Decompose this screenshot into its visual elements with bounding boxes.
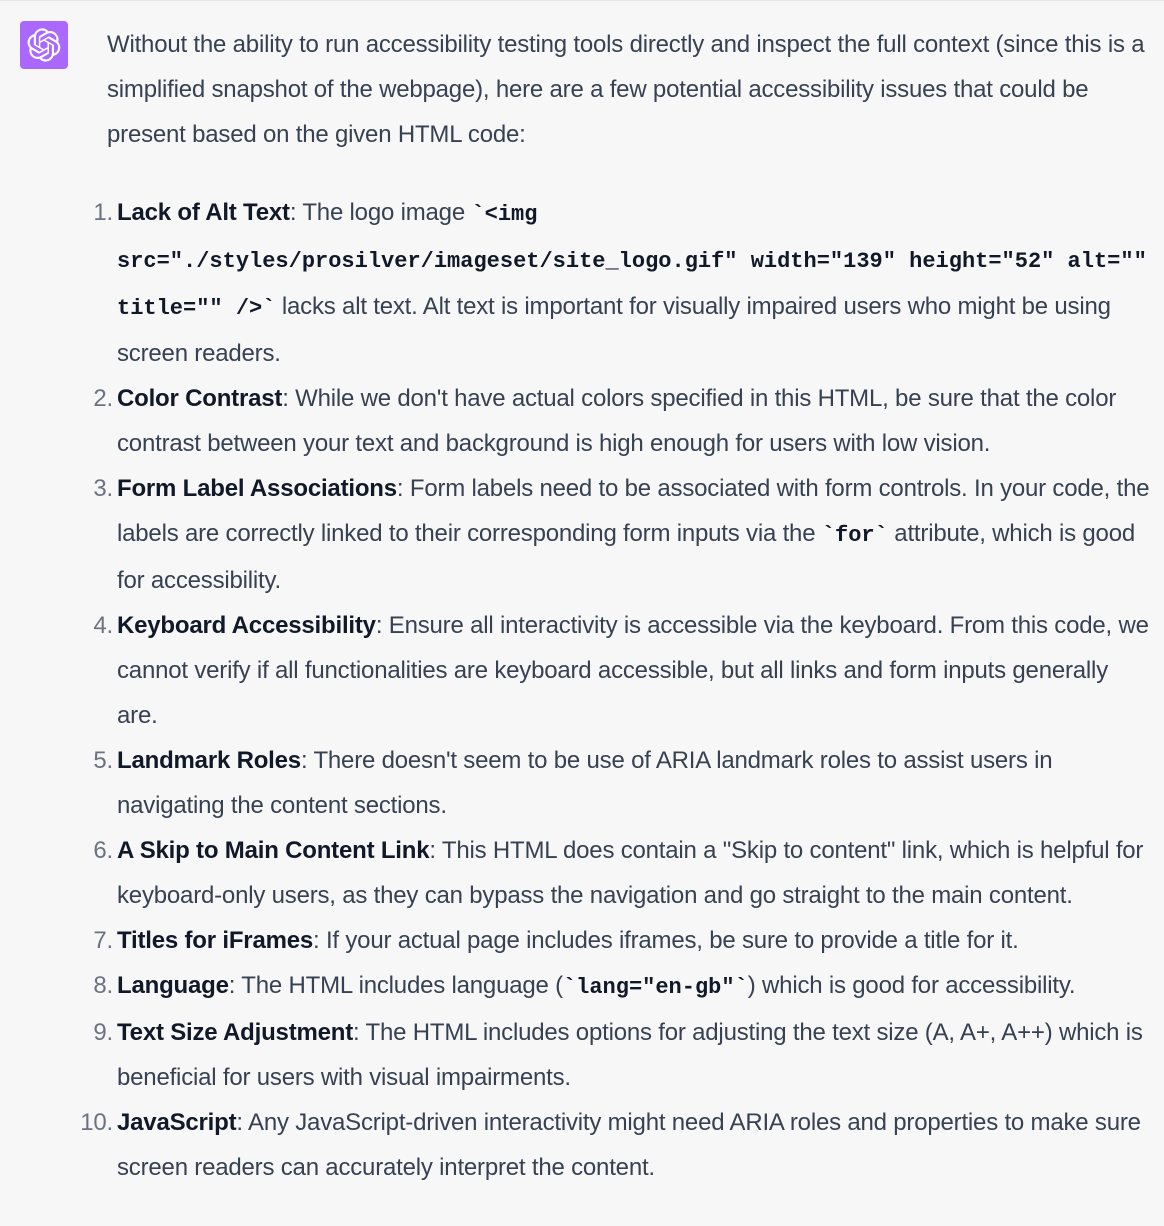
openai-logo-icon bbox=[27, 28, 61, 62]
item-text: ) which is good for accessibility. bbox=[747, 972, 1076, 999]
list-number: 3. bbox=[93, 475, 113, 502]
list-number: 1. bbox=[93, 199, 113, 226]
item-text: : While we don't have actual colors specified in this HTML, be sure that the color contrast between your text and background is high enough for users with low vision. bbox=[117, 385, 1117, 457]
list-item bbox=[93, 963, 1152, 1010]
item-title: Keyboard Accessibility bbox=[117, 612, 376, 639]
list-item bbox=[93, 466, 1152, 603]
list-item bbox=[80, 1100, 1152, 1190]
item-title: Form Label Associations bbox=[117, 475, 397, 502]
list-number: 8. bbox=[93, 972, 113, 999]
list-number: 9. bbox=[93, 1019, 113, 1046]
list-number: 2. bbox=[93, 385, 113, 412]
inline-code: `for` bbox=[821, 523, 888, 548]
item-text: : The HTML includes options for adjusting the text size (A, A+, A++) which is beneficial for users with visual impairments. bbox=[117, 1019, 1143, 1091]
list-item bbox=[93, 828, 1152, 918]
item-title: Lack of Alt Text bbox=[117, 199, 290, 226]
item-title: A Skip to Main Content Link bbox=[117, 837, 430, 864]
message-intro: Without the ability to run accessibility testing tools directly and inspect the full context (since this is a simplified snapshot of the webpage), here are a few potential accessibility issues that could be present based on the given HTML code: bbox=[107, 31, 1145, 148]
assistant-avatar bbox=[20, 21, 68, 69]
list-item bbox=[93, 1010, 1152, 1100]
item-text: attribute, which is good for accessibility. bbox=[117, 520, 1135, 594]
item-title: Text Size Adjustment bbox=[117, 1019, 354, 1046]
list-number: 6. bbox=[93, 837, 113, 864]
item-title: Color Contrast bbox=[117, 385, 283, 412]
item-title: JavaScript bbox=[117, 1109, 237, 1136]
inline-code: `lang="en-gb"` bbox=[562, 975, 748, 1000]
list-item bbox=[93, 190, 1152, 376]
list-item bbox=[93, 376, 1152, 466]
item-text: : Any JavaScript-driven interactivity might need ARIA roles and properties to make sure screen readers can accurately interpret the content. bbox=[117, 1109, 1141, 1181]
list-number: 10. bbox=[80, 1109, 113, 1136]
item-text: : The HTML includes language ( bbox=[228, 972, 563, 999]
list-item bbox=[93, 603, 1152, 738]
inline-code: `<img src="./styles/prosilver/imageset/site_logo.gif" width="139" height="52" alt="" title="" />` bbox=[117, 202, 1147, 321]
message-content bbox=[80, 22, 1152, 1190]
list-number: 4. bbox=[93, 612, 113, 639]
item-text: : Ensure all interactivity is accessible via the keyboard. From this code, we cannot verify if all functionalities are keyboard accessible, but all links and form inputs generally are. bbox=[117, 612, 1149, 729]
list-number: 5. bbox=[93, 747, 113, 774]
item-text: : If your actual page includes iframes, be sure to provide a title for it. bbox=[313, 927, 1019, 954]
item-text: : Form labels need to be associated with form controls. In your code, the labels are correctly linked to their corresponding form inputs via the bbox=[117, 475, 1150, 547]
accessibility-issues-list bbox=[80, 190, 1152, 1190]
item-text: : There doesn't seem to be use of ARIA landmark roles to assist users in navigating the content sections. bbox=[117, 747, 1053, 819]
item-title: Language bbox=[117, 972, 229, 999]
item-title: Titles for iFrames bbox=[117, 927, 314, 954]
item-title: Landmark Roles bbox=[117, 747, 301, 774]
list-item bbox=[93, 738, 1152, 828]
item-text: : The logo image bbox=[289, 199, 472, 226]
list-item bbox=[93, 918, 1152, 963]
item-text: : This HTML does contain a "Skip to content" link, which is helpful for keyboard-only users, as they can bypass the navigation and go straight to the main content. bbox=[117, 837, 1144, 909]
list-number: 7. bbox=[93, 927, 113, 954]
item-text: lacks alt text. Alt text is important for visually impaired users who might be using screen readers. bbox=[117, 293, 1111, 367]
